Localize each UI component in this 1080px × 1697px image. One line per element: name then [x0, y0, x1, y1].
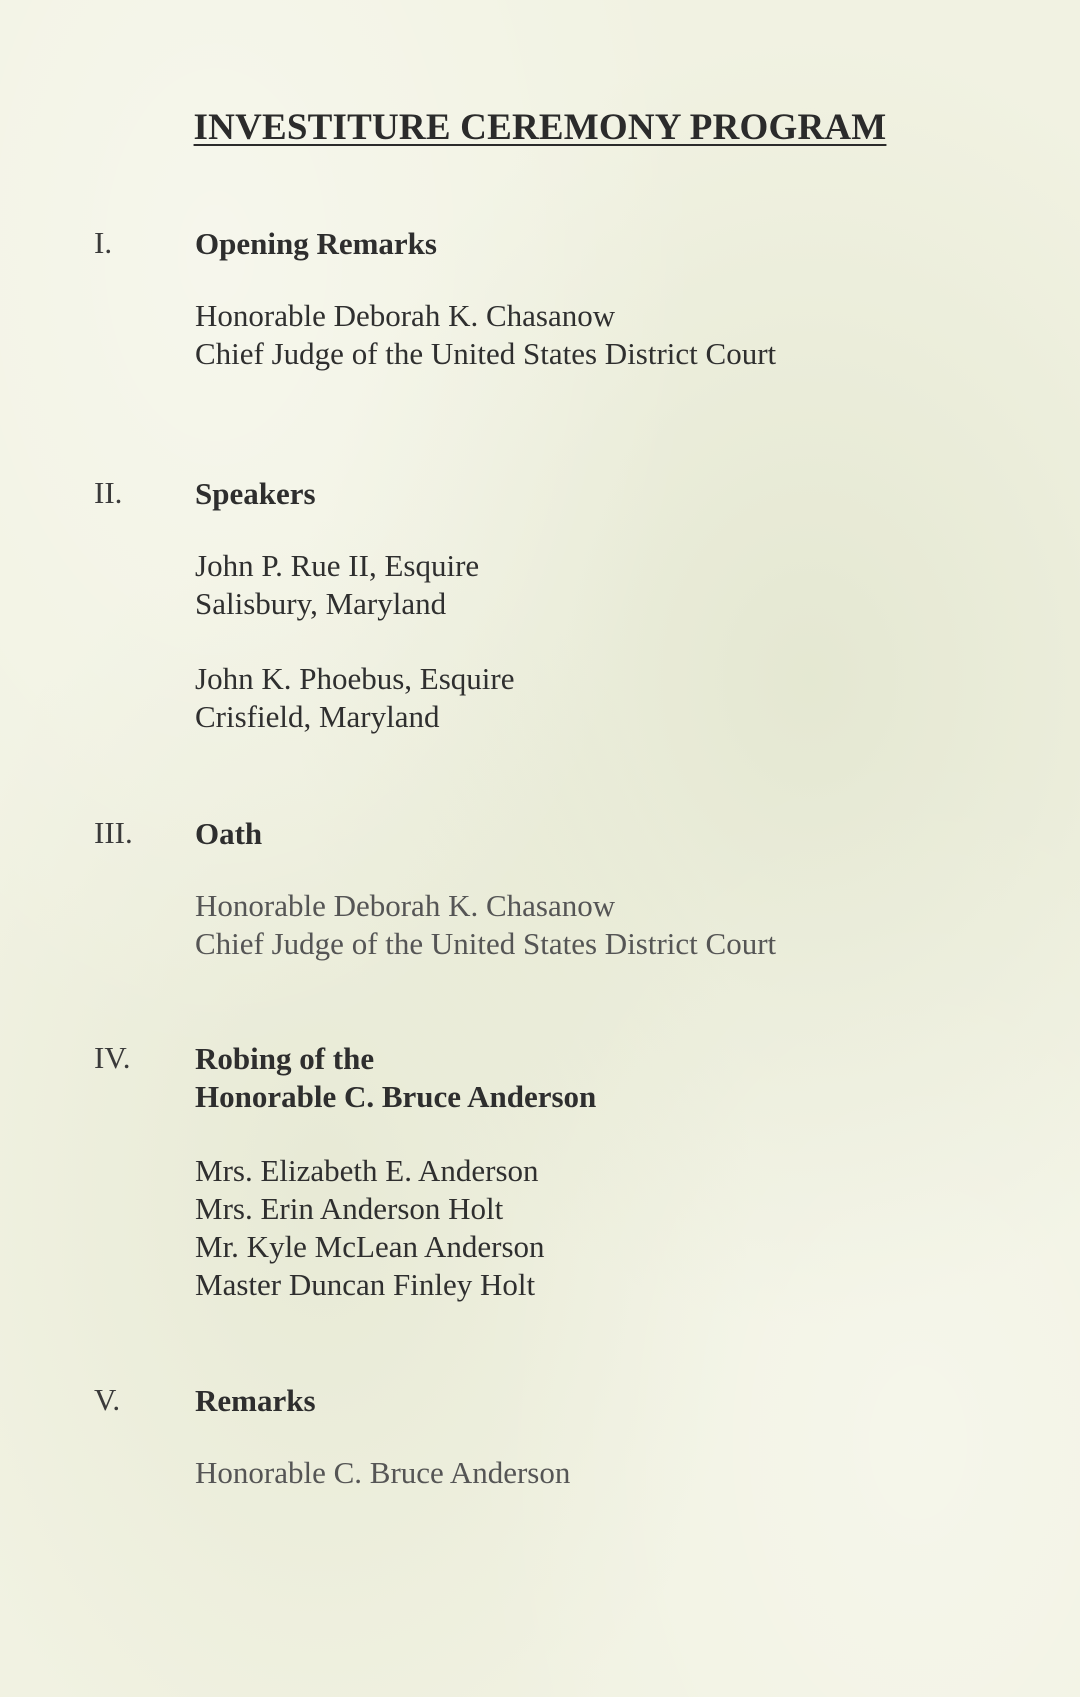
- participant-name: Mrs. Elizabeth E. Anderson: [195, 1153, 539, 1188]
- section-heading: Remarks: [195, 1383, 316, 1418]
- speaker-location: Crisfield, Maryland: [195, 699, 440, 734]
- speaker-name: Honorable Deborah K. Chasanow: [195, 888, 616, 923]
- section-numeral: I.: [94, 225, 113, 260]
- robing-participants: [195, 1152, 545, 1304]
- participant-name: Mrs. Erin Anderson Holt: [195, 1191, 504, 1226]
- section-numeral: II.: [94, 475, 123, 510]
- section-lines: [195, 1454, 570, 1492]
- speaker-title: Chief Judge of the United States District Court: [195, 926, 777, 961]
- speaker-location: Salisbury, Maryland: [195, 586, 447, 621]
- section-numeral: IV.: [94, 1040, 131, 1075]
- speaker-name: Honorable Deborah K. Chasanow: [195, 298, 616, 333]
- section-numeral: III.: [94, 815, 133, 850]
- speaker-name: John K. Phoebus, Esquire: [195, 661, 515, 696]
- speaker-group: [195, 660, 514, 736]
- participant-name: Master Duncan Finley Holt: [195, 1267, 536, 1302]
- participant-name: Mr. Kyle McLean Anderson: [195, 1229, 545, 1264]
- speaker-name: John P. Rue II, Esquire: [195, 548, 480, 583]
- section-heading: [195, 1040, 596, 1116]
- speaker-title: Chief Judge of the United States District Court: [195, 336, 777, 371]
- speaker-group: [195, 547, 479, 623]
- section-heading: Oath: [195, 816, 263, 851]
- page-title: INVESTITURE CEREMONY PROGRAM: [193, 107, 887, 148]
- heading-line: Honorable C. Bruce Anderson: [195, 1079, 597, 1114]
- section-lines: [195, 297, 776, 373]
- speaker-name: Honorable C. Bruce Anderson: [195, 1455, 571, 1490]
- section-lines: [195, 887, 776, 963]
- section-heading: Opening Remarks: [195, 226, 437, 261]
- section-heading: Speakers: [195, 476, 316, 511]
- heading-line: Robing of the: [195, 1041, 375, 1076]
- section-numeral: V.: [94, 1382, 121, 1417]
